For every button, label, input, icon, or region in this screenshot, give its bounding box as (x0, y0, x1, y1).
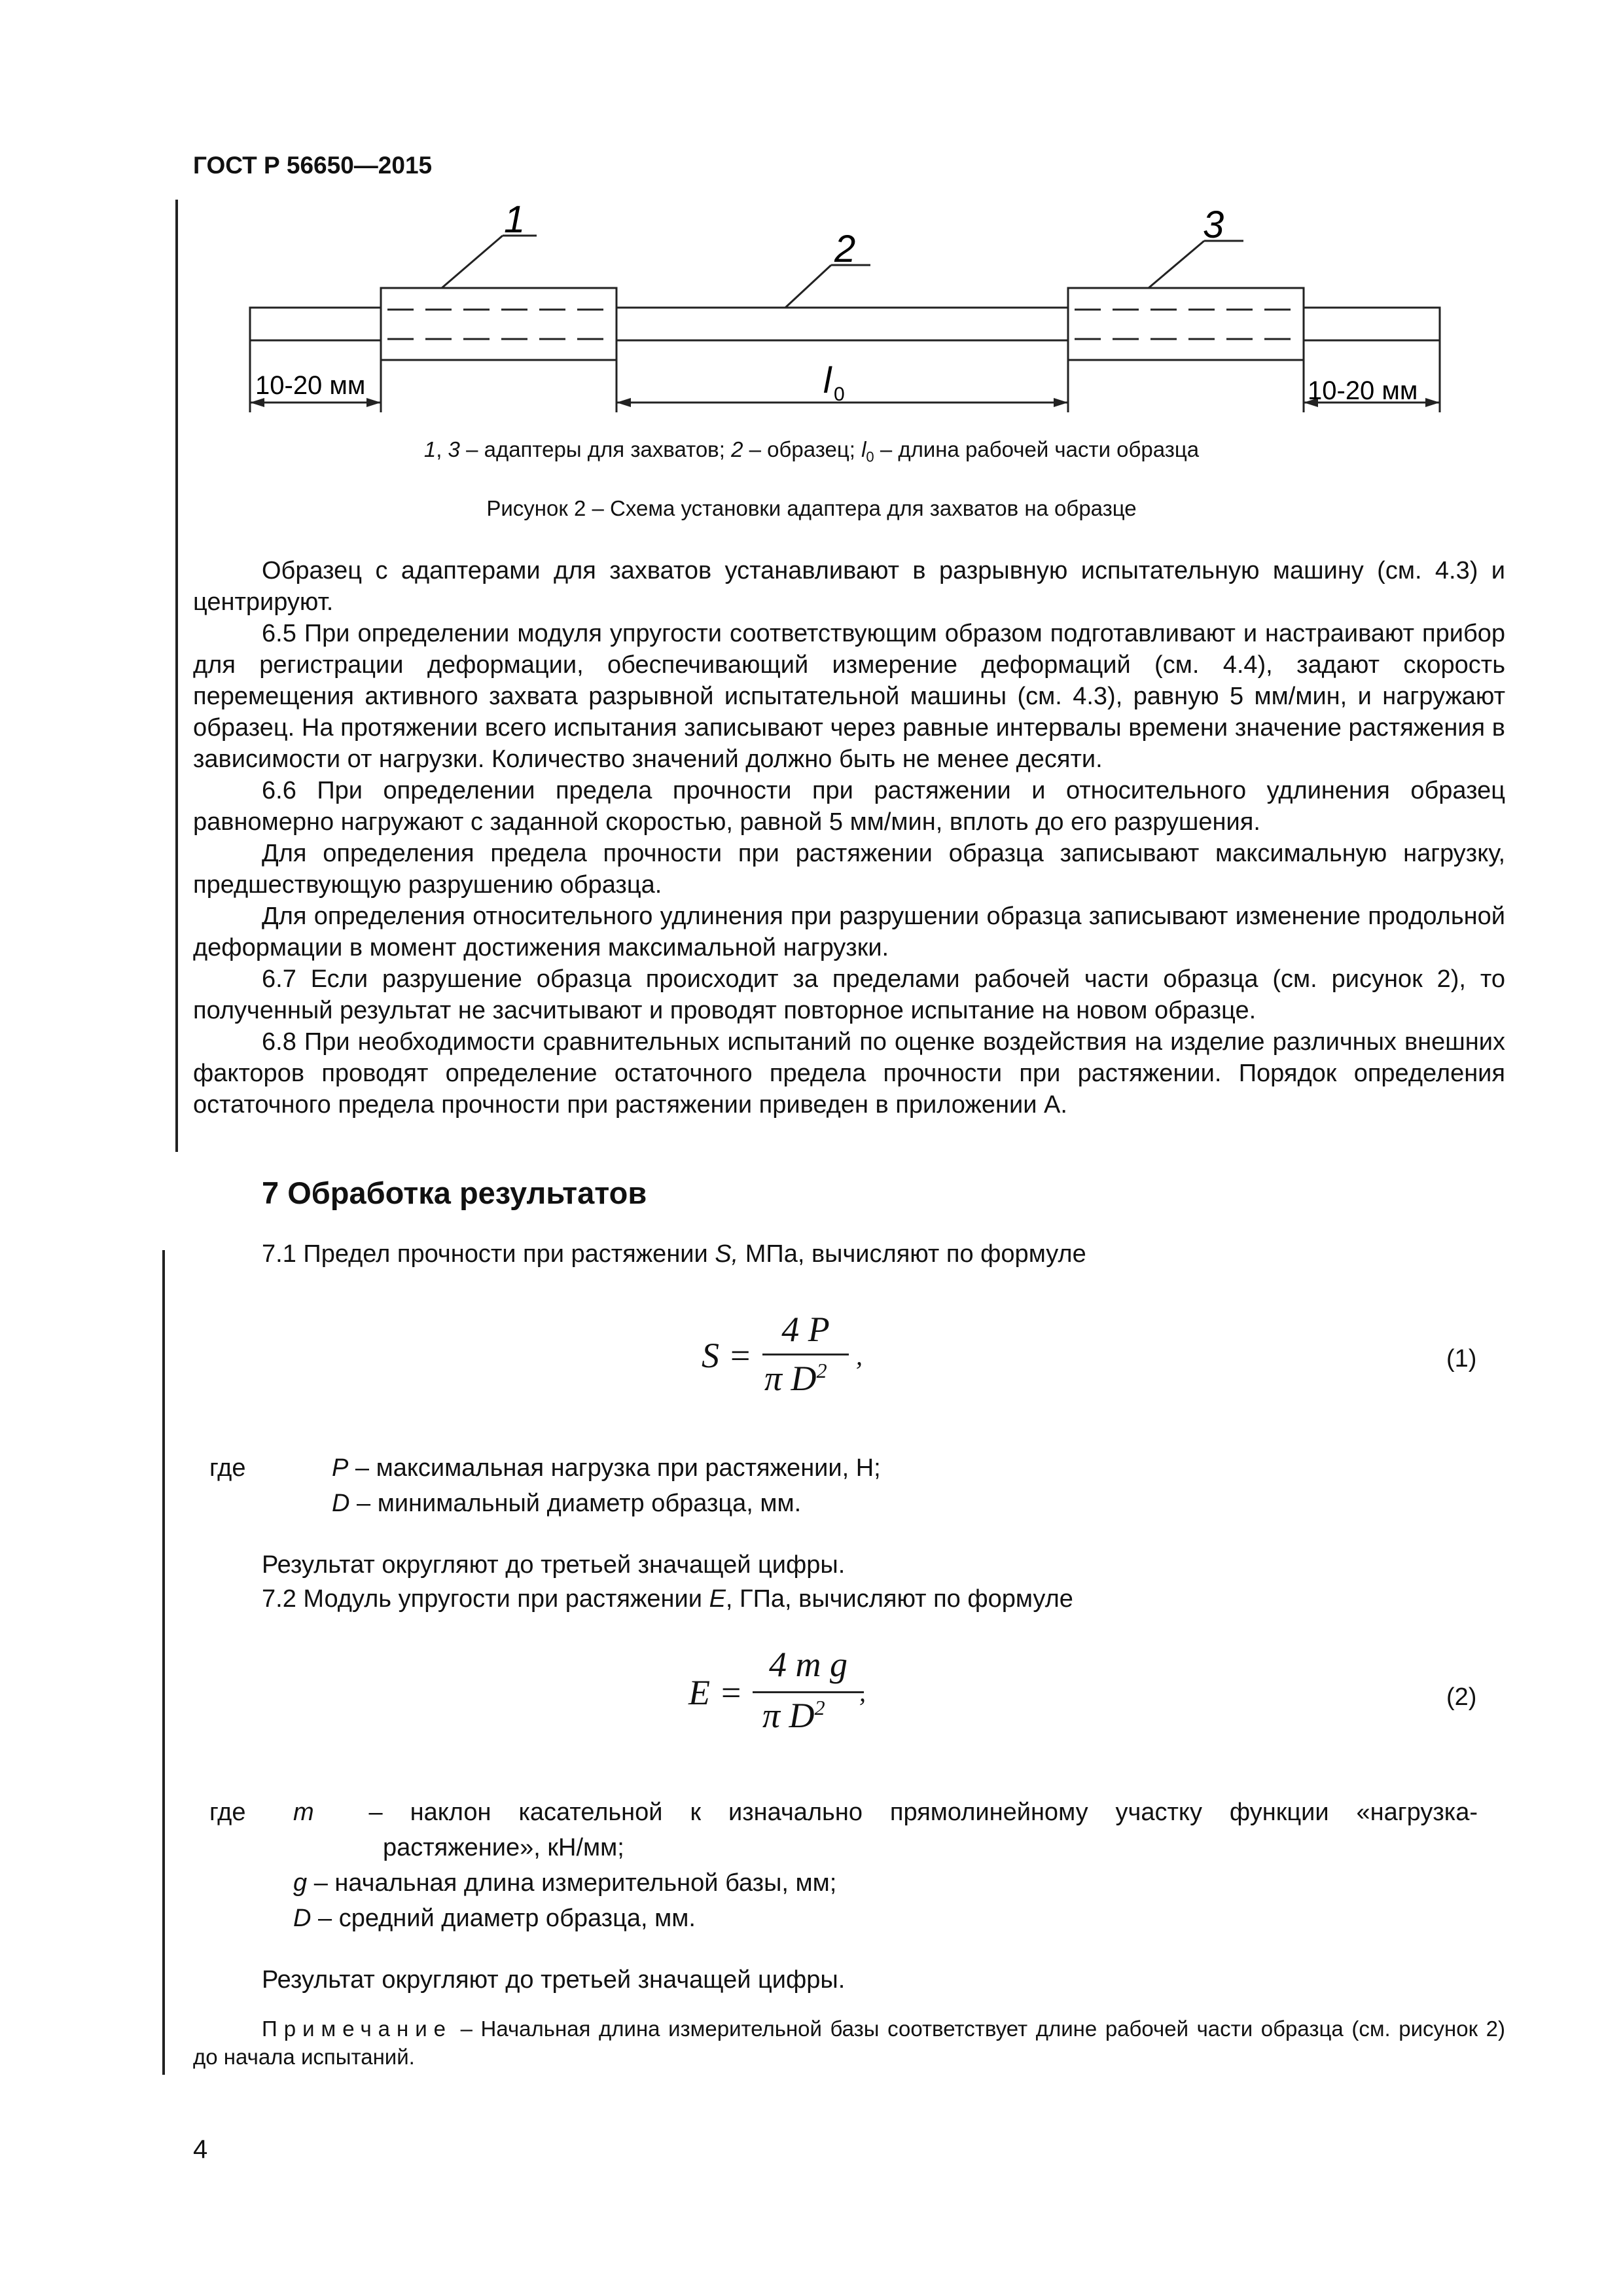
formula-2-comma: , (859, 1677, 866, 1707)
label-2: 2 (834, 228, 856, 270)
paragraph-6-6: 6.6 При определении предела прочности при растяжении и относительного удлинения образец равномерно нагружают с заданной скоростью, равной 5 мм/мин, вплоть до его разрушения. (193, 777, 1505, 836)
rounding-note-2: Результат округляют до третьей значащей цифры. (262, 1966, 846, 1994)
dim-right-label: 10-20 мм (1308, 376, 1418, 405)
rounding-note-1: Результат округляют до третьей значащей цифры. (262, 1551, 846, 1579)
formula-2-number: (2) (1446, 1683, 1477, 1711)
note-text: – Начальная длина измерительной базы соответствует длине рабочей части образца (см. рисунок 2) до начала испытаний. (193, 2017, 1505, 2069)
label-3: 3 (1203, 204, 1224, 246)
clause-7-1: 7.1 Предел прочности при растяжении S, МПа, вычисляют по формуле (262, 1240, 1086, 1268)
formula-1-lhs: S = (702, 1336, 752, 1375)
where-m: m – наклон касательной к изначально прямолинейному участку функции «нагрузка- (293, 1799, 1478, 1826)
paragraph: Для определения предела прочности при растяжении образца записывают максимальную нагрузку, предшествующую разрушению образца. (193, 840, 1505, 899)
formula-1-number: (1) (1446, 1345, 1477, 1372)
where-p: P – максимальная нагрузка при растяжении, Н; (332, 1454, 881, 1482)
paragraph-6-5: 6.5 При определении модуля упругости соответствующим образом подготавливают и настраивают прибор для регистрации деформации, обеспечивающий измерение деформаций (см. 4.4), задают скорость перемещения активного захвата разрывной испытательной машины (см. 4.3), равную 5 мм/мин, и нагружают образец. На протяжении всего испытания записывают через равные интервалы времени значение растяжения в зависимости от нагрузки. Количество значений должно быть не менее десяти. (193, 620, 1505, 773)
formula-2-numerator: 4 m g (769, 1645, 847, 1684)
change-bar (162, 1250, 165, 2075)
dim-left-label: 10-20 мм (255, 371, 366, 400)
figure-caption: Рисунок 2 – Схема установки адаптера для захватов на образце (486, 496, 1137, 520)
fraction-bar (753, 1691, 864, 1693)
where-m-continued: растяжение», кН/мм; (383, 1834, 624, 1861)
formula-2-lhs: E = (688, 1673, 743, 1712)
paragraph: Для определения относительного удлинения при разрушении образца записывают изменение продольной деформации в момент достижения максимальной нагрузки. (193, 903, 1505, 961)
where-d2: D – средний диаметр образца, мм. (293, 1905, 696, 1932)
clause-7-2: 7.2 Модуль упругости при растяжении E, ГПа, вычисляют по формуле (262, 1585, 1073, 1613)
page-number: 4 (193, 2135, 208, 2164)
dim-l0-label: l (823, 359, 832, 401)
label-1: 1 (504, 203, 526, 241)
figure-legend: 1, 3 – адаптеры для захватов; 2 – образец; $l_0$ – длина рабочей части образца (423, 437, 1200, 465)
paragraph-6-7: 6.7 Если разрушение образца происходит за пределами рабочей части образца (см. рисунок 2), то полученный результат не засчитывают и проводят повторное испытание на новом образце. (193, 965, 1505, 1024)
where-g: g – начальная длина измерительной базы, мм; (293, 1869, 837, 1897)
where-label: где (209, 1454, 246, 1482)
fraction-bar (762, 1354, 849, 1355)
where-d: D – минимальный диаметр образца, мм. (332, 1490, 802, 1517)
adapter-1 (381, 288, 616, 360)
paragraph: Образец с адаптерами для захватов устанавливают в разрывную испытательную машину (см. 4.3) и центрируют. (193, 557, 1505, 616)
formula-1-denominator: π $D^2$ (764, 1359, 827, 1398)
paragraph-6-8: 6.8 При необходимости сравнительных испытаний по оценке воздействия на изделие различных внешних факторов проводят определение остаточного предела прочности при растяжении. Порядок определения остаточного предела прочности при растяжении приведен в приложении А. (193, 1028, 1505, 1119)
change-bar (175, 200, 178, 1152)
formula-1-numerator: 4 P (781, 1310, 830, 1349)
section-7-title: 7 Обработка результатов (262, 1175, 647, 1210)
where-label: где (209, 1799, 246, 1826)
dim-l0-subscript: 0 (834, 384, 845, 405)
figure-2-diagram (242, 203, 1459, 422)
formula-1-comma: , (856, 1341, 863, 1371)
note-label: Примечание (262, 2017, 453, 2041)
formula-2-denominator: π $D^2$ (762, 1696, 825, 1735)
document-header: ГОСТ Р 56650—2015 (193, 152, 433, 179)
note (193, 2015, 1505, 2071)
adapter-3 (1068, 288, 1304, 360)
body-text (193, 555, 1505, 1121)
